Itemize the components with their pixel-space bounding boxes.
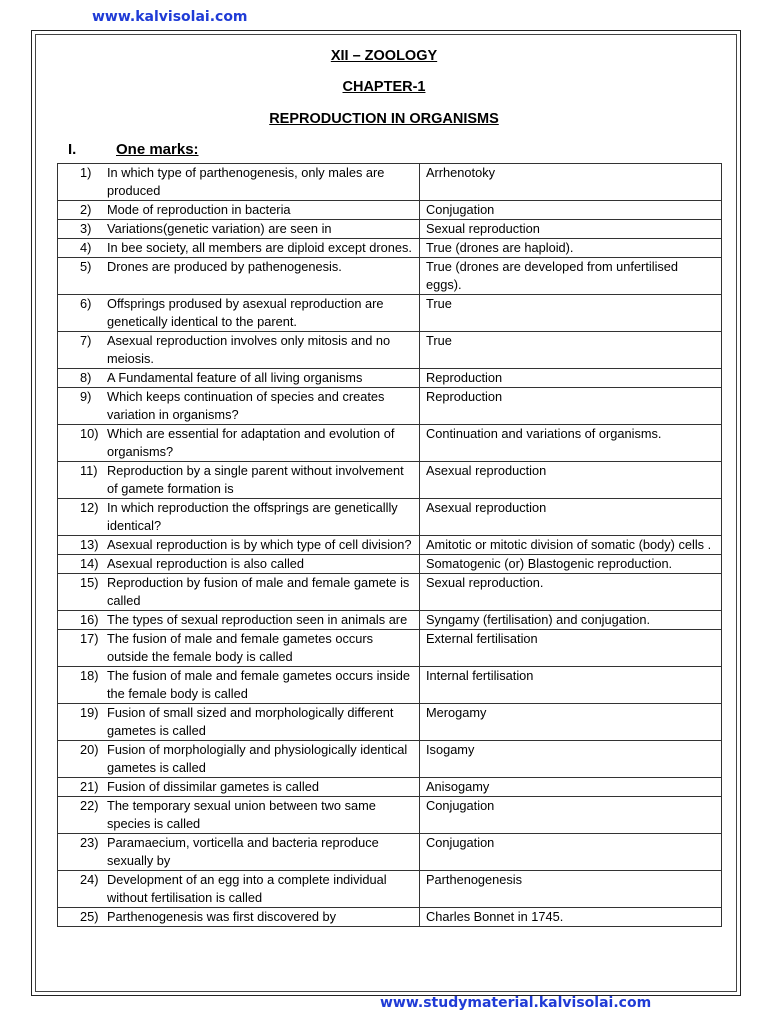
question-number: 13) <box>80 537 99 552</box>
section-title: One marks: <box>116 141 199 158</box>
table-row <box>58 164 722 201</box>
question-cell <box>58 239 420 258</box>
table-row <box>58 201 722 220</box>
answer-cell: True <box>420 332 722 369</box>
question-text: The types of sexual reproduction seen in animals are <box>107 612 408 627</box>
answer-cell: Anisogamy <box>420 778 722 797</box>
answer-cell: Somatogenic (or) Blastogenic reproduction. <box>420 555 722 574</box>
question-cell <box>58 555 420 574</box>
question-text: Which keeps continuation of species and creates variation in organisms? <box>107 389 385 422</box>
table-row <box>58 834 722 871</box>
question-text: Development of an egg into a complete individual without fertilisation is called <box>107 872 387 905</box>
table-row <box>58 667 722 704</box>
question-cell <box>58 164 420 201</box>
table-row <box>58 611 722 630</box>
table-row <box>58 388 722 425</box>
question-number: 18) <box>80 668 99 683</box>
question-text: In which reproduction the offsprings are geneticallly identical? <box>107 500 398 533</box>
question-cell <box>58 388 420 425</box>
question-number: 9) <box>80 389 92 404</box>
question-text: Reproduction by a single parent without involvement of gamete formation is <box>107 463 404 496</box>
table-row <box>58 295 722 332</box>
answer-cell: Sexual reproduction. <box>420 574 722 611</box>
answer-cell: Isogamy <box>420 741 722 778</box>
footer-site-url[interactable]: www.studymaterial.kalvisolai.com <box>380 995 652 1011</box>
table-row <box>58 741 722 778</box>
question-number: 24) <box>80 872 99 887</box>
answer-cell: External fertilisation <box>420 630 722 667</box>
question-cell <box>58 462 420 499</box>
answer-cell: Conjugation <box>420 834 722 871</box>
table-row <box>58 425 722 462</box>
table-row <box>58 574 722 611</box>
question-text: Mode of reproduction in bacteria <box>107 202 291 217</box>
answer-cell: Parthenogenesis <box>420 871 722 908</box>
question-number: 7) <box>80 333 92 348</box>
question-cell <box>58 778 420 797</box>
chapter-title-heading: REPRODUCTION IN ORGANISMS <box>269 111 499 127</box>
table-row <box>58 555 722 574</box>
answer-cell: Amitotic or mitotic division of somatic (body) cells . <box>420 536 722 555</box>
table-row <box>58 908 722 927</box>
question-cell <box>58 220 420 239</box>
question-number: 22) <box>80 798 99 813</box>
question-cell <box>58 295 420 332</box>
question-text: In bee society, all members are diploid except drones. <box>107 240 412 255</box>
question-number: 21) <box>80 779 99 794</box>
answer-cell: Continuation and variations of organisms. <box>420 425 722 462</box>
question-cell <box>58 908 420 927</box>
answer-cell: Reproduction <box>420 369 722 388</box>
question-text: The fusion of male and female gametes occurs inside the female body is called <box>107 668 411 701</box>
table-row <box>58 258 722 295</box>
answer-cell: Syngamy (fertilisation) and conjugation. <box>420 611 722 630</box>
question-cell <box>58 499 420 536</box>
table-row <box>58 369 722 388</box>
answer-cell: Asexual reproduction <box>420 462 722 499</box>
question-text: Fusion of dissimilar gametes is called <box>107 779 319 794</box>
question-text: A Fundamental feature of all living organisms <box>107 370 363 385</box>
answer-cell: True (drones are haploid). <box>420 239 722 258</box>
table-row <box>58 704 722 741</box>
question-number: 6) <box>80 296 92 311</box>
answer-cell: Sexual reproduction <box>420 220 722 239</box>
question-number: 17) <box>80 631 99 646</box>
answer-cell: Conjugation <box>420 201 722 220</box>
question-number: 11) <box>80 463 98 478</box>
question-text: Asexual reproduction is also called <box>107 556 305 571</box>
question-cell <box>58 611 420 630</box>
question-number: 20) <box>80 742 99 757</box>
header-site-url[interactable]: www.kalvisolai.com <box>92 9 248 25</box>
table-row <box>58 536 722 555</box>
question-number: 14) <box>80 556 99 571</box>
table-row <box>58 499 722 536</box>
question-cell <box>58 630 420 667</box>
question-cell <box>58 258 420 295</box>
question-number: 3) <box>80 221 92 236</box>
table-row <box>58 220 722 239</box>
question-text: Variations(genetic variation) are seen in <box>107 221 332 236</box>
question-cell <box>58 332 420 369</box>
question-text: Fusion of small sized and morphologically different gametes is called <box>107 705 394 738</box>
question-text: In which type of parthenogenesis, only males are produced <box>107 165 385 198</box>
question-text: Fusion of morphologially and physiologically identical gametes is called <box>107 742 408 775</box>
question-cell <box>58 871 420 908</box>
question-text: Parthenogenesis was first discovered by <box>107 909 337 924</box>
question-text: Asexual reproduction is by which type of cell division? <box>107 537 412 552</box>
question-number: 23) <box>80 835 99 850</box>
answer-cell: True <box>420 295 722 332</box>
question-number: 25) <box>80 909 99 924</box>
question-number: 15) <box>80 575 99 590</box>
answer-cell: Reproduction <box>420 388 722 425</box>
question-cell <box>58 201 420 220</box>
one-marks-table <box>57 163 722 927</box>
question-text: Asexual reproduction involves only mitosis and no meiosis. <box>107 333 391 366</box>
answer-cell: Asexual reproduction <box>420 499 722 536</box>
question-cell <box>58 704 420 741</box>
table-row <box>58 778 722 797</box>
question-number: 16) <box>80 612 99 627</box>
answer-cell: Charles Bonnet in 1745. <box>420 908 722 927</box>
answer-cell: Internal fertilisation <box>420 667 722 704</box>
answer-cell: True (drones are developed from unfertilised eggs). <box>420 258 722 295</box>
question-cell <box>58 425 420 462</box>
table-row <box>58 332 722 369</box>
question-cell <box>58 667 420 704</box>
question-cell <box>58 536 420 555</box>
table-row <box>58 871 722 908</box>
chapter-heading: CHAPTER-1 <box>342 79 426 95</box>
question-number: 5) <box>80 259 92 274</box>
question-cell <box>58 834 420 871</box>
question-text: Paramaecium, vorticella and bacteria reproduce sexually by <box>107 835 379 868</box>
question-cell <box>58 369 420 388</box>
question-text: Which are essential for adaptation and evolution of organisms? <box>107 426 395 459</box>
question-cell <box>58 797 420 834</box>
question-number: 2) <box>80 202 92 217</box>
table-row <box>58 239 722 258</box>
section-heading <box>68 141 199 158</box>
question-number: 10) <box>80 426 99 441</box>
question-text: Drones are produced by pathenogenesis. <box>107 259 342 274</box>
question-text: The temporary sexual union between two same species is called <box>107 798 376 831</box>
question-number: 19) <box>80 705 99 720</box>
answer-cell: Arrhenotoky <box>420 164 722 201</box>
question-number: 8) <box>80 370 92 385</box>
question-cell <box>58 741 420 778</box>
question-number: 12) <box>80 500 99 515</box>
question-number: 4) <box>80 240 92 255</box>
table-row <box>58 462 722 499</box>
class-subject-heading: XII – ZOOLOGY <box>330 48 438 64</box>
question-text: The fusion of male and female gametes occurs outside the female body is called <box>107 631 374 664</box>
question-text: Reproduction by fusion of male and female gamete is called <box>107 575 410 608</box>
section-number: I. <box>68 141 77 158</box>
table-row <box>58 797 722 834</box>
question-cell <box>58 574 420 611</box>
table-row <box>58 630 722 667</box>
question-text: Offsprings prodused by asexual reproduction are genetically identical to the parent. <box>107 296 384 329</box>
answer-cell: Merogamy <box>420 704 722 741</box>
answer-cell: Conjugation <box>420 797 722 834</box>
question-number: 1) <box>80 165 92 180</box>
